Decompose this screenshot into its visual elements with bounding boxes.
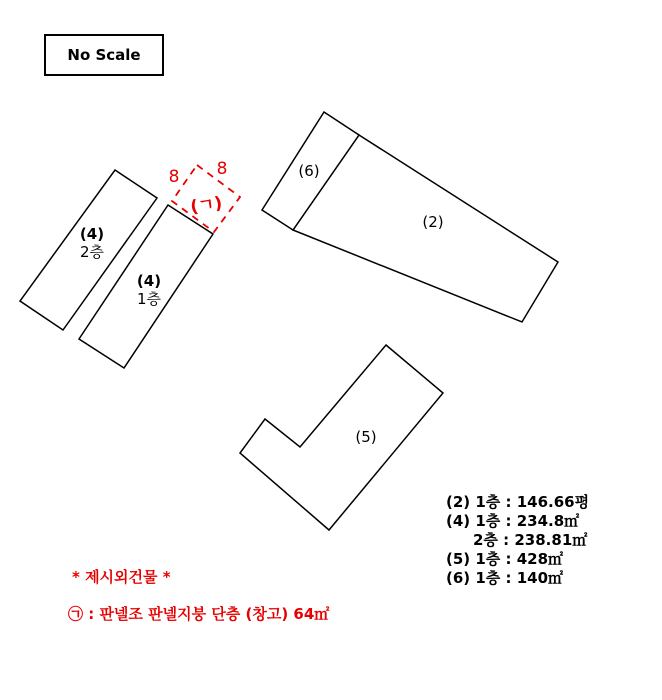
building-4-2f-floor: 2층 [79, 243, 105, 261]
building-5-outline [240, 345, 443, 530]
building-4-1f-label [137, 272, 161, 308]
area-line-4-1f: (4) 1층 : 234.8㎡ [446, 512, 580, 530]
building-4-1f-floor: 1층 [136, 290, 162, 308]
building-2-label: (2) [422, 213, 444, 231]
building-4-2f-number: (4) [79, 225, 105, 243]
building-4-2f-label [80, 225, 104, 261]
building-6-label: (6) [298, 162, 320, 180]
area-line-2: (2) 1층 : 146.66평 [446, 493, 590, 511]
area-line-4-2f: 2층 : 238.81㎡ [473, 531, 588, 549]
annex-dim-left: 8 [168, 167, 180, 187]
annex-description: ㉠ : 판넬조 판넬지붕 단층 (창고) 64㎡ [68, 605, 330, 623]
area-line-5: (5) 1층 : 428㎡ [446, 550, 564, 568]
area-line-6: (6) 1층 : 140㎡ [446, 569, 564, 587]
no-scale-box [44, 34, 164, 76]
annex-label: (ㄱ) [189, 193, 224, 218]
extra-building-heading: * 제시외건물 * [72, 568, 171, 586]
no-scale-label: No Scale [67, 46, 141, 64]
annex-dim-right: 8 [216, 159, 228, 179]
building-5-label: (5) [355, 428, 377, 446]
building-4-1f-number: (4) [136, 272, 162, 290]
